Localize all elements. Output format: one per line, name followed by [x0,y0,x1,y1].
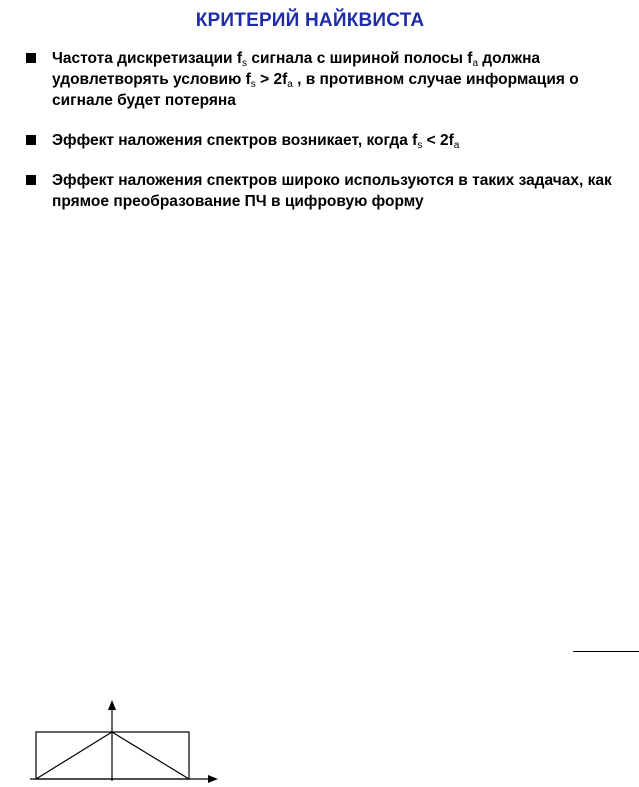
spectrum-right-slope [112,732,189,779]
bullet-text: Эффект наложения спектров возникает, когда $f_s < 2f_a$ [52,132,460,151]
bullet-list [24,48,624,231]
bullet-item-sampling-condition [24,48,624,111]
bullet-text: Частота дискретизации $f_s$ сигнала с шириной полосы $f_a$ должна удовлетворять условию $f_s > 2f_a$ , в противном случае информация о сигнале будет потеряна [52,50,579,109]
bullet-item-aliasing-usage [24,170,624,212]
spectrum-left-slope [36,732,112,779]
square-bullet-icon [26,135,36,145]
bullet-text: Эффект наложения спектров широко используются в таких задачах, как прямое преобразование ПЧ в цифровую форму [52,172,612,210]
bullet-item-aliasing-occurs [24,130,624,151]
horizontal-rule [573,651,639,652]
page-title: КРИТЕРИЙ НАЙКВИСТА [195,10,425,31]
square-bullet-icon [26,53,36,63]
amplitude-axis-arrow-icon [108,700,116,710]
square-bullet-icon [26,175,36,185]
frequency-axis-arrow-icon [208,775,218,783]
spectrum-diagram [28,697,228,787]
